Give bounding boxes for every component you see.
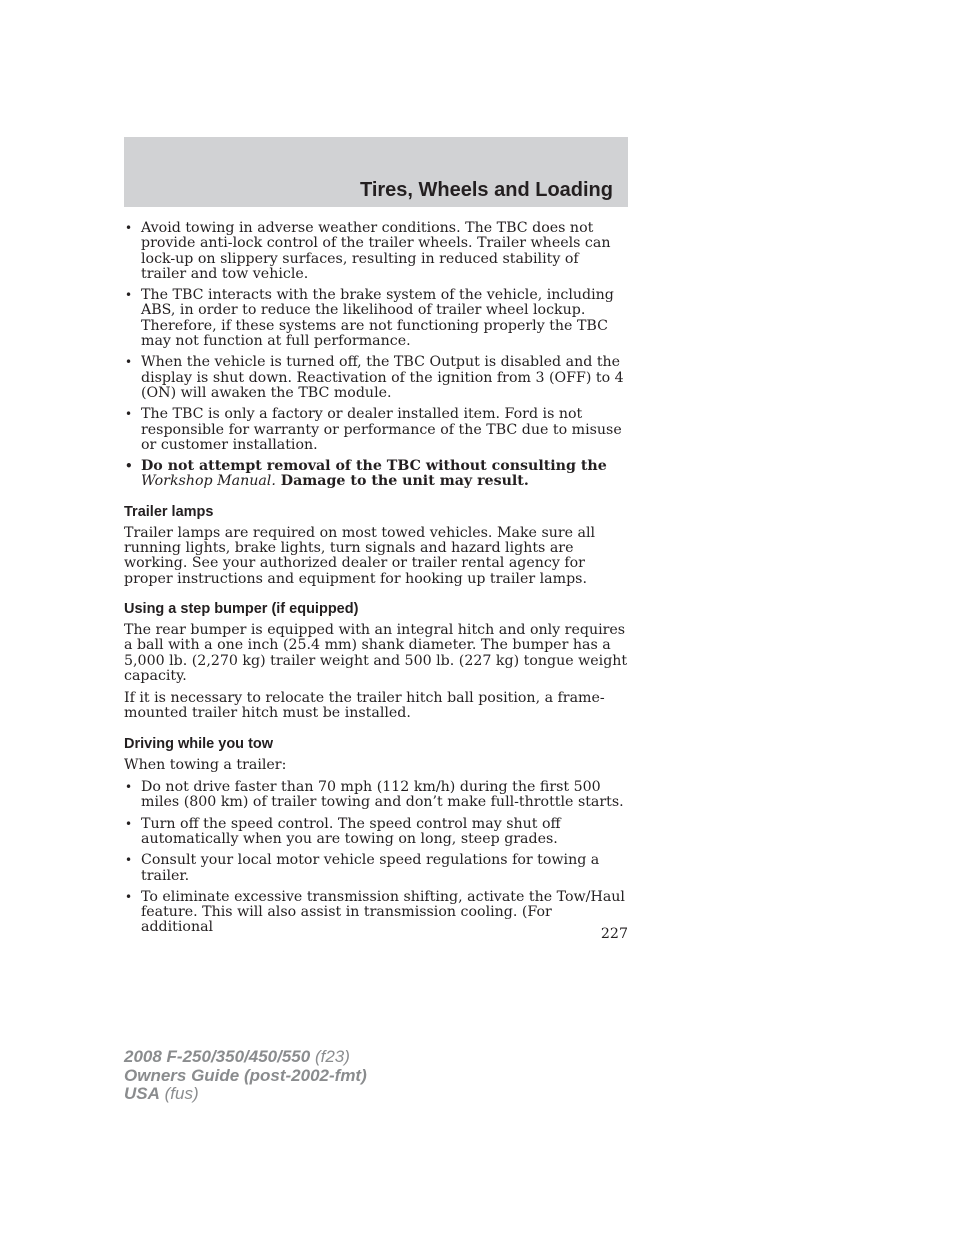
document-footer (124, 1048, 367, 1104)
list-item: • To eliminate excessive transmission shifting, activate the Tow/Haul feature. This will also assist in transmission cooling. (For additional (124, 890, 628, 936)
list-item: • The TBC interacts with the brake system of the vehicle, including ABS, in order to reduce the likelihood of trailer wheel lockup. Therefore, if these systems are not functioning properly the TBC may not function at full performance. (124, 288, 628, 349)
workshop-manual-ref: Workshop Manual. (141, 473, 276, 490)
tbc-bullet-list (124, 221, 628, 490)
driving-heading: Driving while you tow (124, 735, 274, 752)
footer-model-code: (f23) (310, 1047, 350, 1066)
driving-intro: When towing a trailer: (124, 756, 287, 773)
warning-text-part2: Damage to the unit may result. (275, 473, 529, 490)
footer-line-model (124, 1048, 367, 1067)
hitch-relocate-paragraph: If it is necessary to relocate the trailer hitch ball position, a frame-mounted trailer hitch must be installed. (124, 690, 605, 722)
step-bumper-heading: Using a step bumper (if equipped) (124, 600, 359, 617)
footer-market: USA (124, 1084, 160, 1103)
warning-bullet (124, 459, 628, 490)
footer-line-market (124, 1085, 367, 1104)
list-item: • The TBC is only a factory or dealer installed item. Ford is not responsible for warranty or performance of the TBC due to misuse or customer installation. (124, 407, 628, 453)
section-title: Tires, Wheels and Loading (359, 179, 613, 201)
trailer-lamps-paragraph: Trailer lamps are required on most towed vehicles. Make sure all running lights, brake lights, turn signals and hazard lights are working. See your authorized dealer or trailer rental agency for proper instructions and equipment for hooking up trailer lamps. (124, 524, 596, 587)
list-item: • When the vehicle is turned off, the TBC Output is disabled and the display is shut down. Reactivation of the ignition from 3 (OFF) to 4 (ON) will awaken the TBC module. (124, 355, 628, 401)
page-content (124, 221, 628, 942)
step-bumper-paragraph: The rear bumper is equipped with an integral hitch and only requires a ball with a one inch (25.4 mm) shank diameter. The bumper has a 5,000 lb. (2,270 kg) trailer weight and 500 lb. (227 kg) tongue weight capacity. (124, 621, 628, 684)
footer-line-guide: Owners Guide (post-2002-fmt) (124, 1065, 367, 1085)
driving-bullet-list (124, 780, 628, 936)
page-number: 227 (600, 926, 628, 942)
trailer-lamps-heading: Trailer lamps (124, 503, 214, 520)
footer-market-code: (fus) (159, 1084, 199, 1103)
footer-model: 2008 F-250/350/450/550 (124, 1047, 311, 1066)
section-header-band (124, 137, 628, 207)
list-item: • Do not drive faster than 70 mph (112 km/h) during the first 500 miles (800 km) of trailer towing and don’t make full-throttle starts. (124, 780, 628, 811)
list-item: • Turn off the speed control. The speed control may shut off automatically when you are towing on long, steep grades. (124, 817, 628, 848)
list-item: • Avoid towing in adverse weather conditions. The TBC does not provide anti-lock control of the trailer wheels. Trailer wheels can lock-up on slippery surfaces, resulting in reduced stability of trailer and tow vehicle. (124, 221, 628, 282)
warning-text-part1: Do not attempt removal of the TBC without consulting the (141, 458, 607, 475)
list-item: • Consult your local motor vehicle speed regulations for towing a trailer. (124, 853, 628, 884)
